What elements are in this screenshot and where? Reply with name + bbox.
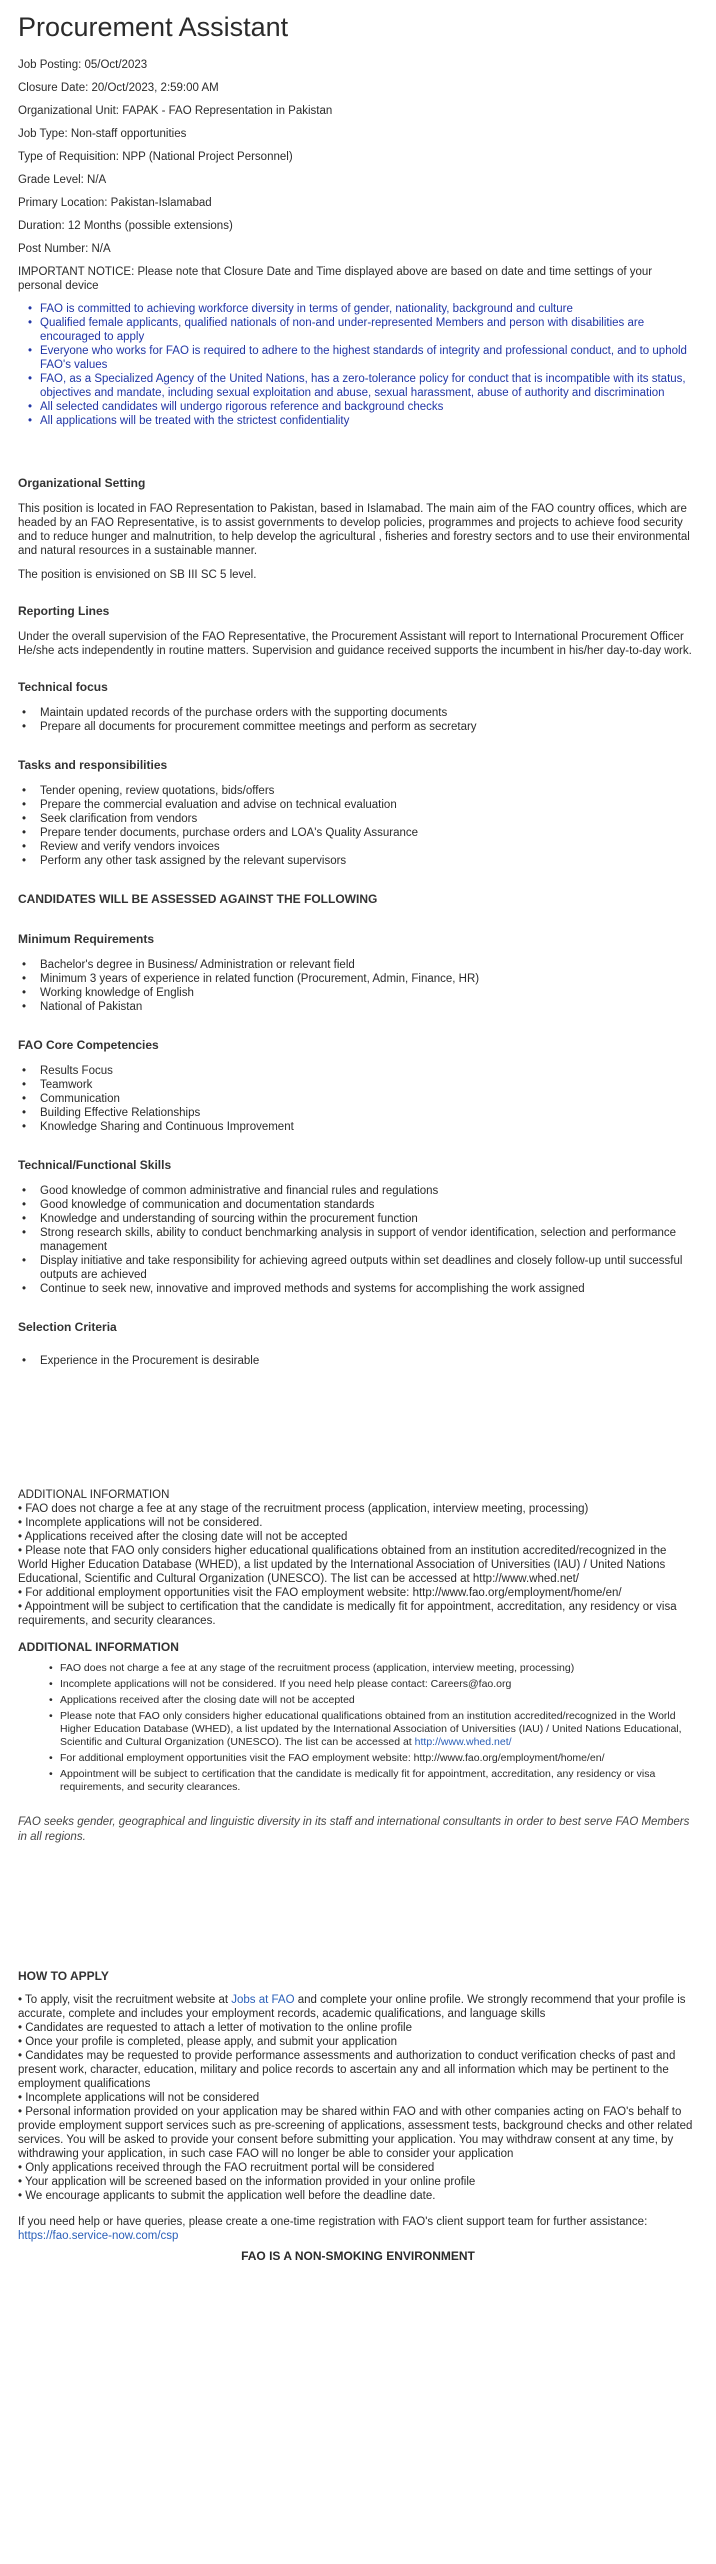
tasks-heading: Tasks and responsibilities xyxy=(18,758,168,772)
page-title: Procurement Assistant xyxy=(18,12,289,42)
list-item: • FAO is committed to achieving workforce diversity in terms of gender, nationality, background and culture xyxy=(40,302,698,316)
list-item: • Experience in the Procurement is desirable xyxy=(18,1354,698,1368)
list-item: • Prepare all documents for procurement committee meetings and perform as secretary xyxy=(18,720,698,734)
list-item: • Seek clarification from vendors xyxy=(18,812,698,826)
list-item: • Strong research skills, ability to conduct benchmarking analysis in support of vendor identification, selection and performance management xyxy=(18,1226,698,1254)
org-setting-heading: Organizational Setting xyxy=(18,476,146,490)
list-item: • Building Effective Relationships xyxy=(18,1106,698,1120)
organizational-unit: Organizational Unit: FAPAK - FAO Representation in Pakistan xyxy=(18,105,333,117)
apply-line: • Your application will be screened based on the information provided in your online profile xyxy=(18,2176,476,2188)
core-competencies-list xyxy=(18,1064,698,1134)
jobs-at-fao-link[interactable]: Jobs at FAO xyxy=(231,1994,295,2006)
grade-level: Grade Level: N/A xyxy=(18,174,107,186)
list-item: • Maintain updated records of the purchase orders with the supporting documents xyxy=(18,706,698,720)
list-item: • Tender opening, review quotations, bids/offers xyxy=(18,784,698,798)
help-text: If you need help or have queries, please create a one-time registration with FAO's client support team for further assistance: xyxy=(18,2216,648,2228)
whed-link[interactable]: http://www.whed.net/ xyxy=(414,1736,512,1748)
list-item: • Bachelor's degree in Business/ Administration or relevant field xyxy=(18,958,698,972)
technical-skills-heading: Technical/Functional Skills xyxy=(18,1158,172,1172)
selection-criteria-heading: Selection Criteria xyxy=(18,1320,117,1334)
non-smoking-footer: FAO IS A NON-SMOKING ENVIRONMENT xyxy=(241,2249,475,2263)
selection-criteria-list xyxy=(18,1354,698,1368)
list-item: • Incomplete applications will not be considered. If you need help please contact: Careers@fao.org xyxy=(60,1678,698,1691)
assessment-heading: CANDIDATES WILL BE ASSESSED AGAINST THE FOLLOWING xyxy=(18,892,378,906)
list-item: • Prepare the commercial evaluation and advise on technical evaluation xyxy=(18,798,698,812)
list-item: • National of Pakistan xyxy=(18,1000,698,1014)
reporting-heading: Reporting Lines xyxy=(18,604,110,618)
additional-info-line: • Appointment will be subject to certification that the candidate is medically fit for appointment, accreditation, any residency or visa requirements, and security clearances. xyxy=(18,1601,677,1627)
list-item: • FAO does not charge a fee at any stage of the recruitment process (application, interview meeting, processing) xyxy=(60,1662,698,1675)
additional-info-line: • For additional employment opportunities visit the FAO employment website: http://www.fao.org/employment/home/en/ xyxy=(18,1587,622,1599)
additional-info-line: • Please note that FAO only considers higher educational qualifications obtained from an institution accredited/recognized in the World Higher Education Database (WHED), a list updated by the International Association of Universities (IAU) / United Nations Educational, Scientific and Cultural Organization (UNESCO). The list can be accessed at http://www.whed.net/ xyxy=(18,1545,667,1585)
support-link[interactable]: https://fao.service-now.com/csp xyxy=(18,2230,179,2242)
list-item: • Good knowledge of common administrative and financial rules and regulations xyxy=(18,1184,698,1198)
apply-line xyxy=(18,1993,698,2021)
additional-info-line: • Incomplete applications will not be considered. xyxy=(18,1517,263,1529)
reporting-text: Under the overall supervision of the FAO Representative, the Procurement Assistant will report to International Procurement Officer He/she acts independently in routine matters. Supervision and guidance received supports the incumbent in his/her day-to-day work. xyxy=(18,631,692,657)
job-type: Job Type: Non-staff opportunities xyxy=(18,128,187,140)
additional-info-heading-2: ADDITIONAL INFORMATION xyxy=(18,1640,179,1654)
list-item: • All selected candidates will undergo rigorous reference and background checks xyxy=(40,400,698,414)
list-item: • FAO, as a Specialized Agency of the United Nations, has a zero-tolerance policy for conduct that is incompatible with its status, objectives and mandate, including sexual exploitation and abuse, sexual harassment, abuse of authority and discrimination xyxy=(40,372,698,400)
list-item: • Results Focus xyxy=(18,1064,698,1078)
commitments-list xyxy=(18,302,698,428)
org-setting-level: The position is envisioned on SB III SC 5 level. xyxy=(18,569,257,581)
list-item: • All applications will be treated with the strictest confidentiality xyxy=(40,414,698,428)
apply-text: and complete your online profile. We strongly recommend that your profile is accurate, complete and includes your employment records, academic qualifications, and language skills xyxy=(18,1994,686,2020)
apply-line: • Candidates may be requested to provide performance assessments and authorization to conduct verification checks of past and present work, character, education, military and police records to ascertain any and all information which may be pertinent to the employment qualifications xyxy=(18,2050,676,2090)
list-item: • Display initiative and take responsibility for achieving agreed outputs within set deadlines and closely follow-up until successful outputs are achieved xyxy=(18,1254,698,1282)
min-requirements-list xyxy=(18,958,698,1014)
requisition-type: Type of Requisition: NPP (National Project Personnel) xyxy=(18,151,293,163)
how-to-apply xyxy=(18,1969,698,2243)
apply-line: • Once your profile is completed, please apply, and submit your application xyxy=(18,2036,398,2048)
list-item: • Applications received after the closing date will not be accepted xyxy=(60,1694,698,1707)
core-competencies-heading: FAO Core Competencies xyxy=(18,1038,159,1052)
primary-location: Primary Location: Pakistan-Islamabad xyxy=(18,197,212,209)
additional-info-heading: ADDITIONAL INFORMATION xyxy=(18,1489,170,1501)
duration: Duration: 12 Months (possible extensions) xyxy=(18,220,233,232)
apply-line: • We encourage applicants to submit the application well before the deadline date. xyxy=(18,2190,436,2202)
list-item: • Communication xyxy=(18,1092,698,1106)
list-item: • Working knowledge of English xyxy=(18,986,698,1000)
additional-info-plain xyxy=(18,1488,698,1628)
list-item: • Continue to seek new, innovative and improved methods and systems for accomplishing the work assigned xyxy=(18,1282,698,1296)
list-item: • Good knowledge of communication and documentation standards xyxy=(18,1198,698,1212)
apply-line: • Only applications received through the FAO recruitment portal will be considered xyxy=(18,2162,435,2174)
apply-line: • Candidates are requested to attach a letter of motivation to the online profile xyxy=(18,2022,412,2034)
additional-info-list xyxy=(18,1662,698,1794)
list-item: • Knowledge and understanding of sourcing within the procurement function xyxy=(18,1212,698,1226)
job-meta xyxy=(18,58,698,293)
list-item: • Review and verify vendors invoices xyxy=(18,840,698,854)
list-item: • For additional employment opportunities visit the FAO employment website: http://www.fao.org/employment/home/en/ xyxy=(60,1752,698,1765)
min-requirements-heading: Minimum Requirements xyxy=(18,932,155,946)
list-item: • Perform any other task assigned by the relevant supervisors xyxy=(18,854,698,868)
additional-info-line: • FAO does not charge a fee at any stage of the recruitment process (application, interview meeting, processing) xyxy=(18,1503,589,1515)
list-item: • Minimum 3 years of experience in related function (Procurement, Admin, Finance, HR) xyxy=(18,972,698,986)
list-item: • Qualified female applicants, qualified nationals of non-and under-represented Members and person with disabilities are encouraged to apply xyxy=(40,316,698,344)
post-number: Post Number: N/A xyxy=(18,243,111,255)
list-item: • Knowledge Sharing and Continuous Improvement xyxy=(18,1120,698,1134)
org-setting-text: This position is located in FAO Representation to Pakistan, based in Islamabad. The main aim of the FAO country offices, which are headed by an FAO Representative, is to assist governments to develop policies, programmes and projects to achieve food security and to reduce hunger and malnutrition, to help develop the agricultural , fisheries and forestry sectors and to use their environmental and natural resources in a sustainable manner. xyxy=(18,503,690,557)
tasks-list xyxy=(18,784,698,868)
closure-date: Closure Date: 20/Oct/2023, 2:59:00 AM xyxy=(18,82,219,94)
list-item: • Everyone who works for FAO is required to adhere to the highest standards of integrity and professional conduct, and to uphold FAO's values xyxy=(40,344,698,372)
list-item: • Prepare tender documents, purchase orders and LOA's Quality Assurance xyxy=(18,826,698,840)
list-item: • Appointment will be subject to certification that the candidate is medically fit for appointment, accreditation, any residency or visa requirements, and security clearances. xyxy=(60,1768,698,1794)
whed-text: Please note that FAO only considers higher educational qualifications obtained from an institution accredited/recognized in the World Higher Education Database (WHED), a list updated by the International Association of Universities (IAU) / United Nations Educational, Scientific and Cultural Organization (UNESCO). The list can be accessed at xyxy=(60,1710,682,1748)
help-line xyxy=(18,2215,698,2243)
list-item: • Teamwork xyxy=(18,1078,698,1092)
diversity-statement: FAO seeks gender, geographical and linguistic diversity in its staff and international consultants in order to best serve FAO Members in all regions. xyxy=(18,1816,690,1843)
additional-info-line: • Applications received after the closing date will not be accepted xyxy=(18,1531,348,1543)
technical-focus-list xyxy=(18,706,698,734)
apply-line: • Personal information provided on your application may be shared within FAO and with other companies acting on FAO's behalf to provide employment support services such as pre-screening of applications, assessment tests, background checks and other related services. You will be asked to provide your consent before submitting your application. You may withdraw consent at any time, by withdrawing your application, in such case FAO will no longer be able to consider your application xyxy=(18,2106,693,2160)
technical-focus-heading: Technical focus xyxy=(18,680,108,694)
job-posting-date: Job Posting: 05/Oct/2023 xyxy=(18,59,148,71)
technical-skills-list xyxy=(18,1184,698,1296)
important-notice: IMPORTANT NOTICE: Please note that Closure Date and Time displayed above are based on date and time settings of your personal device xyxy=(18,266,653,292)
apply-line: • Incomplete applications will not be considered xyxy=(18,2092,260,2104)
list-item xyxy=(60,1710,698,1749)
how-to-apply-heading: HOW TO APPLY xyxy=(18,1969,109,1983)
apply-text: • To apply, visit the recruitment website at xyxy=(18,1994,232,2006)
